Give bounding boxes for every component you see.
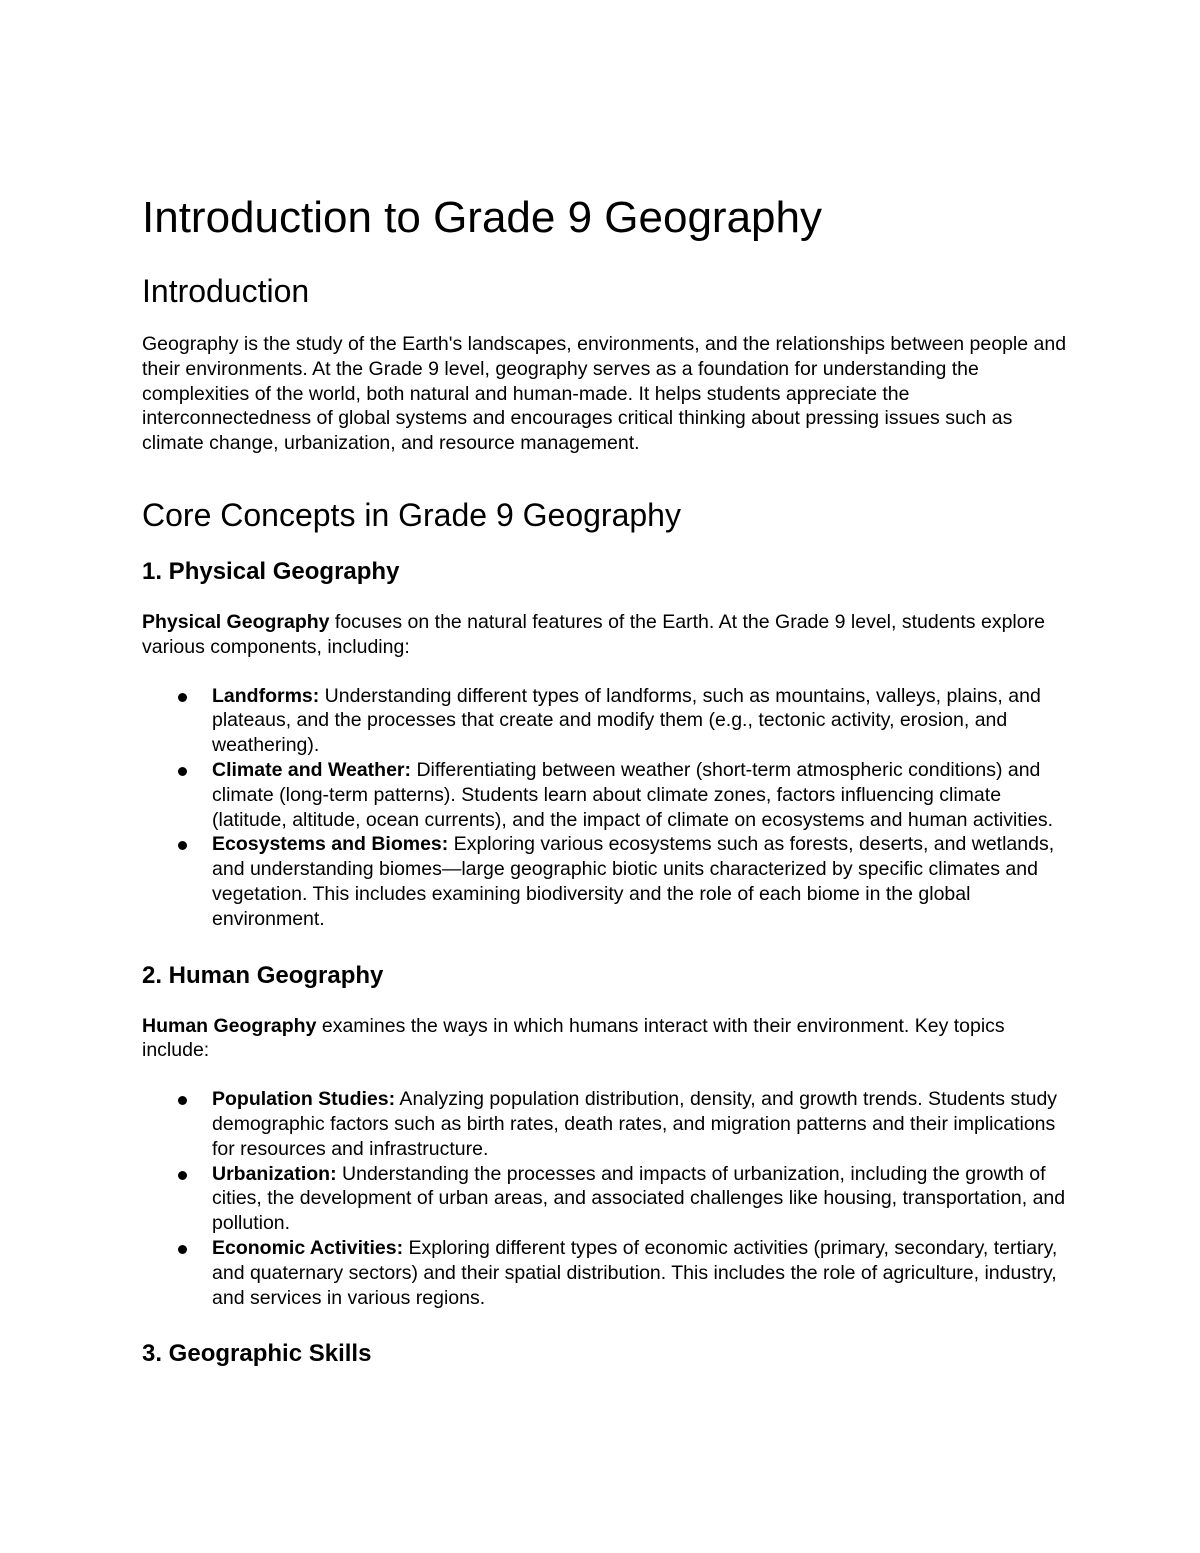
- section-heading-physical-geography: 1. Physical Geography: [142, 557, 400, 585]
- list-item-text: Exploring various ecosystems such as forests, deserts, and wetlands, and understanding biomes—large geographic biotic units characterized by specific climates and vegetation. This includes examining biodiversity and the role of each biome in the global environment.: [212, 833, 1055, 930]
- list-item-text: Analyzing population distribution, density, and growth trends. Students study demographic factors such as birth rates, death rates, and migration patterns and their implications for resources and infrastructure.: [212, 1088, 1058, 1160]
- page-title: Introduction to Grade 9 Geography: [142, 193, 822, 242]
- list-item: [142, 1087, 1067, 1161]
- document-content: [142, 192, 1067, 1392]
- list-item: [142, 1236, 1067, 1310]
- section-lead-paragraph: [142, 610, 1067, 660]
- list-item-text: Understanding different types of landforms, such as mountains, valleys, plains, and plateaus, and the processes that create and modify them (e.g., tectonic activity, erosion, and weathering).: [212, 684, 1041, 757]
- bullet-icon: [178, 693, 187, 702]
- lead-text: focuses on the natural features of the Earth. At the Grade 9 level, students explore various components, including:: [142, 610, 1045, 658]
- list-item: [142, 684, 1067, 758]
- lead-text: examines the ways in which humans interact with their environment. Key topics include:: [142, 1014, 1005, 1062]
- bullet-icon: [178, 1245, 187, 1254]
- list-item-term: Ecosystems and Biomes:: [212, 833, 449, 856]
- section-heading-geographic-skills: 3. Geographic Skills: [142, 1340, 372, 1368]
- list-item-text: Understanding the processes and impacts of urbanization, including the growth of cities, the development of urban areas, and associated challenges like housing, transportation, and pollution.: [212, 1162, 1066, 1235]
- list-item-term: Population Studies:: [212, 1088, 396, 1111]
- intro-paragraph: Geography is the study of the Earth's landscapes, environments, and the relationships between people and their environments. At the Grade 9 level, geography serves as a foundation for understanding the complexities of the world, both natural and human-made. It helps students appreciate the interconnectedness of global systems and encourages critical thinking about pressing issues such as climate change, urbanization, and resource management.: [142, 333, 1067, 455]
- list-item-term: Landforms:: [212, 684, 320, 707]
- bullet-icon: [178, 841, 187, 850]
- bullet-icon: [178, 1096, 187, 1105]
- intro-heading: Introduction: [142, 273, 310, 309]
- list-item-term: Urbanization:: [212, 1162, 337, 1185]
- list-item: [142, 832, 1067, 931]
- human-geography-list: [142, 1087, 1067, 1310]
- section-heading-human-geography: 2. Human Geography: [142, 961, 384, 989]
- bullet-icon: [178, 1171, 187, 1180]
- lead-bold-term: Human Geography: [142, 1014, 317, 1037]
- list-item: [142, 1162, 1067, 1236]
- list-item-text: Differentiating between weather (short-term atmospheric conditions) and climate (long-term patterns). Students learn about climate zones, factors influencing climate (latitude, altitude, ocean currents), and the impact of climate on ecosystems and human activities.: [212, 758, 1054, 831]
- physical-geography-list: [142, 684, 1067, 932]
- list-item: [142, 758, 1067, 832]
- bullet-icon: [178, 767, 187, 776]
- list-item-term: Climate and Weather:: [212, 758, 412, 781]
- list-item-term: Economic Activities:: [212, 1236, 404, 1259]
- list-item-text: Exploring different types of economic activities (primary, secondary, tertiary, and quaternary sectors) and their spatial distribution. This includes the role of agriculture, industry, and services in various regions.: [212, 1236, 1058, 1309]
- lead-bold-term: Physical Geography: [142, 610, 330, 633]
- section-lead-paragraph: [142, 1014, 1067, 1064]
- core-concepts-heading: Core Concepts in Grade 9 Geography: [142, 496, 681, 533]
